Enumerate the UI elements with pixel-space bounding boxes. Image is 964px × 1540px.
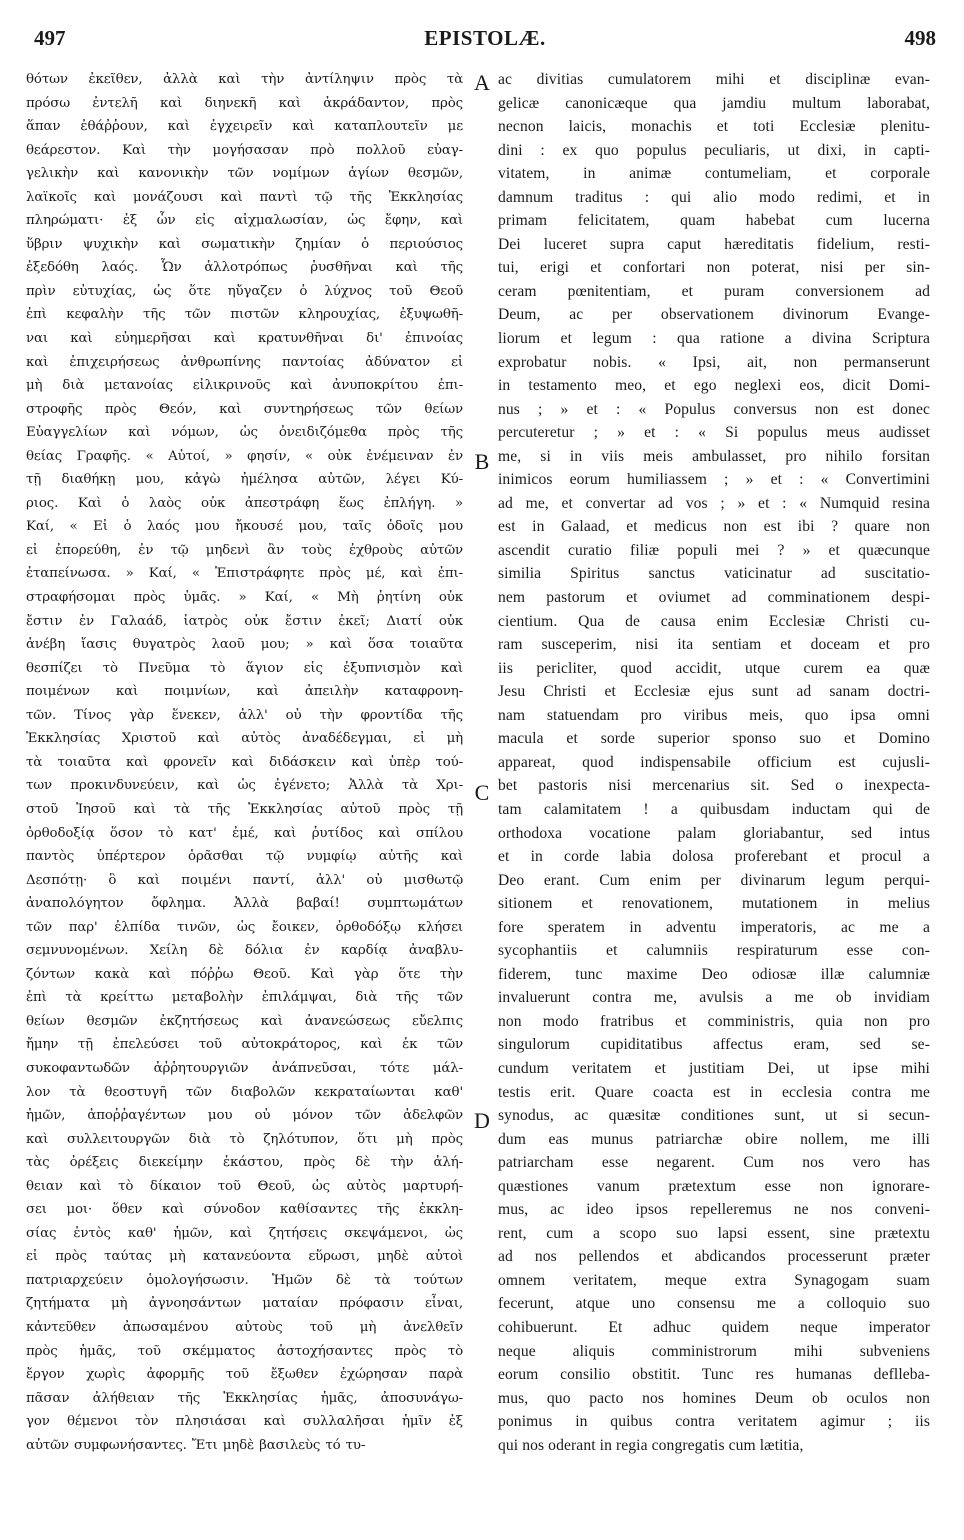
latin-text-line: me, si in viis meis ambulasset, pro nihilo forsitan <box>498 447 930 465</box>
latin-text-line: quæstiones vanum prætextum esse non ignorare- <box>498 1177 930 1195</box>
greek-text-line: πρόσω ἐντελῆ καὶ διηνεκῆ καὶ ἀκράδαντον, πρὸς <box>26 95 463 111</box>
latin-text-line: mus, ac ideo ipsos repelleremus ne nos conveni- <box>498 1201 930 1219</box>
greek-text-line: θεσπίζει τὸ Πνεῦμα τὸ ἅγιον εἰς ἐξυπνισμὸν καὶ <box>26 660 463 676</box>
greek-text-line: θεάρεστον. Καὶ τὴν μογήσασαν πρὸ πολλοῦ εὐαγ- <box>26 142 463 158</box>
latin-text-line: fore speratem in adventu imperatoris, ac me a <box>498 918 930 936</box>
latin-text-line: ad me, et convertar ad vos ; » et : « Numquid resina <box>498 494 930 512</box>
greek-text-line: σίας ἐντὸς καθ' ἡμῶν, καὶ ζητήσεις σκεψάμενοι, ὡς <box>26 1225 463 1241</box>
latin-text-line: Jesu Christi et Ecclesiæ ejus sunt ad sanam doctri- <box>498 683 930 701</box>
greek-text-line: ἔργον χωρὶς ἀφορμῆς τοῦ ἔξωθεν ἐχώρησαν παρὰ <box>26 1367 463 1383</box>
greek-text-line: ἐξεδόθη λαός. Ὧν ἀλλοτρόπως ῥυσθῆναι καὶ τῆς <box>26 260 463 276</box>
greek-text-line: πᾶσαν ἀλήθειαν τῆς Ἐκκλησίας ἡμᾶς, ἀποσυνάγω- <box>26 1390 463 1406</box>
greek-text-line: στοῦ Ἰησοῦ καὶ τὰ τῆς Ἐκκλησίας αὐτοῦ πρὸς τῇ <box>26 801 463 817</box>
greek-text-line: ριος. Καὶ ὁ λαὸς οὐκ ἀπεστράφη ἕως ἐπλήγη. » <box>26 495 463 511</box>
latin-text-line: testis erit. Quare coacta est in ecclesia contra me <box>498 1083 930 1101</box>
latin-text-line: damnum traditus : qui alio modo redimi, et in <box>498 188 930 206</box>
greek-text-line: Δεσπότῃ· ὃ καὶ ποιμένι παντί, ἀλλ' οὐ μισθωτῷ <box>26 872 463 888</box>
latin-text-line: ad nos pellendos et abdicandos processerunt præter <box>498 1248 930 1266</box>
latin-text-line: omnem veritatem, meque extra Synagogam suam <box>498 1271 930 1289</box>
latin-text-line: et in corde labia dolosa proferebant et procul a <box>498 848 930 866</box>
latin-text-line: ac divitias cumulatorem mihi et disciplinæ evan- <box>498 71 930 88</box>
latin-text-line: singulorum cupiditatibus affectus eram, sed se- <box>498 1036 930 1054</box>
greek-text-line: ἅπαν ἐθάῤῥουν, καὶ ἐγχειρεῖν καὶ καταπλουτεῖν με <box>26 119 463 135</box>
latin-text-line: nem pastorum et oviumet ad comminationem despi- <box>498 589 930 607</box>
greek-text-line: ὕβριν ψυχικὴν καὶ σωματικὴν ζημίαν ὁ περιούσιος <box>26 236 463 252</box>
page-number-right: 498 <box>904 26 936 50</box>
greek-text-line: ἐπὶ κεφαλὴν τῆς τῶν πιστῶν κληρουχίας, ἐξυψωθῆ- <box>26 307 463 323</box>
latin-text-line: patriarcham esse negarent. Cum nos vero has <box>498 1154 930 1172</box>
running-header <box>34 22 936 52</box>
greek-text-line: τῶν παρ' ἐλπίδα τινῶν, ὡς ἔοικεν, ὀρθοδόξῳ κλήσει <box>26 919 463 935</box>
greek-text-line: καὶ συλλειτουργῶν διὰ τὸ ζηλότυπον, ὅτι μὴ πρὸς <box>26 1131 463 1147</box>
latin-text-line: fecerunt, atque uno consensu me a colloquio suo <box>498 1295 930 1313</box>
latin-text-line: neque aliquis comministrorum mihi subveniens <box>498 1342 930 1360</box>
greek-text-line: σει μοι· ὅθεν καὶ σύνοδον καθίσαντες τῆς ἐκκλη- <box>26 1202 463 1218</box>
latin-text-line: inimicos eorum humiliassem ; » et : « Convertimini <box>498 471 930 489</box>
margin-marker-a: A <box>474 70 490 95</box>
latin-text-line: nam statuendam pro viribus meis, quo ipsa omni <box>498 706 930 724</box>
greek-text-line: ποιμένων καὶ ποιμνίων, καὶ ἀπειλὴν καταφρονη- <box>26 684 463 700</box>
latin-text-line: tam calamitatem ! a quibusdam inductam qui de <box>498 800 930 818</box>
greek-text-line: στροφῆς πρὸς Θεόν, καὶ συντηρήσεως τῶν θείων <box>26 401 463 417</box>
latin-text-line: tui, erigi et confortari non poterat, nisi per sin- <box>498 259 930 277</box>
greek-text-line: ἀνέβη ἴασις θυγατρὸς λαοῦ μου; » καὶ ὅσα τοιαῦτα <box>26 637 463 653</box>
greek-text-line: τῇ διαθήκῃ μου, κἀγὼ ἠμέλησα αὐτῶν, λέγει Κύ- <box>26 472 463 488</box>
latin-text-line: mus, quo pacto nos homines Deum ob oculos non <box>498 1389 930 1407</box>
latin-text-line: rent, cum a scopo suo lapsi essent, sine prætextu <box>498 1224 930 1242</box>
latin-text-line: cohibuerunt. Et adhuc quidem neque imperator <box>498 1318 930 1336</box>
latin-text-line: ceram pœnitentiam, et puram conversionem ad <box>498 282 930 300</box>
greek-text-line: θείας Γραφῆς. « Αὐτοί, » φησίν, « οὐκ ἐνέμειναν ἐν <box>26 448 463 464</box>
latin-text-line: necnon laicis, monachis et toti Ecclesiæ plenitu- <box>498 118 930 136</box>
greek-text-line: συκοφαντωδῶν ἀῤῥητουργιῶν ἀνάπνεῦσαι, τότε μάλ- <box>26 1060 463 1076</box>
greek-text-line: εἰ ἐπορεύθη, ἐν τῷ μηδενὶ ἂν τοὺς ἐχθροὺς αὐτῶν <box>26 542 463 558</box>
greek-text-line: κἀντεῦθεν ἀπωσαμένου αὐτοὺς τοῦ μὴ ἀνελθεῖν <box>26 1319 463 1335</box>
greek-text-line: τὰς ὀρέξεις διεκείμην ἑκάστου, πρὸς δὲ τὴν ἀλή- <box>26 1155 463 1171</box>
greek-text-line: λαϊκοῖς καὶ μονάζουσι καὶ παντὶ τῷ τῆς Ἐκκλησίας <box>26 189 463 205</box>
latin-text-line: Dei luceret supra caput hæreditatis fidelium, resti- <box>498 235 930 253</box>
latin-text-line: ascendit curatio filiæ populi mei ? » et quæcunque <box>498 541 930 559</box>
latin-text-line: cundum veritatem et justitiam Dei, ut ipse mihi <box>498 1059 930 1077</box>
latin-text-line: synodus, ac quæsitæ conditiones sunt, ut si secun- <box>498 1107 930 1125</box>
greek-text-line: ἤμην τῇ ἐπελεύσει τοῦ αὐτοκράτορος, καὶ ἐκ τῶν <box>26 1037 463 1053</box>
greek-text-line: ἔστιν ἐν Γαλαάδ, ἰατρὸς οὐκ ἔστιν ἐκεῖ; Διατί οὐκ <box>26 613 463 629</box>
latin-text-line: percuteretur ; » et : « Si populus meus audisset <box>498 424 930 442</box>
greek-text-line: θειαν καὶ τὸ δίκαιον τοῦ Θεοῦ, ὡς αὐτὸς μαρτυρή- <box>26 1178 463 1194</box>
latin-text-line: vitatem, in animæ contumeliam, et corporale <box>498 165 930 183</box>
latin-text-line: sycophantiis et calumniis respiraturum esse con- <box>498 942 930 960</box>
greek-text-line: στραφήσομαι πρὸς ὑμᾶς. » Καί, « Μὴ ῥητίνη οὐκ <box>26 590 463 606</box>
latin-text-line: sitionem et renovationem, mutationem in melius <box>498 895 930 913</box>
greek-text-line: μὴ διὰ μετανοίας εἰλικρινοῦς καὶ ἀνυποκρίτου ἐπι- <box>26 378 463 394</box>
latin-text-line: primam felicitatem, quam habebat cum lucerna <box>498 212 930 230</box>
greek-text-line: παντὸς ὑπέρτερον ὁρᾶσθαι τῷ νυμφίῳ αὐτῆς καὶ <box>26 849 463 865</box>
greek-text-line: θείων θεσμῶν ἐκζητήσεως καὶ ἀνανεώσεως εὔελπις <box>26 1013 463 1029</box>
greek-text-line: λον τὰ θεοστυγῆ τῶν διαβολῶν κεκραταίωνται καθ' <box>26 1084 463 1100</box>
latin-text-column <box>498 68 930 1524</box>
page-number-left: 497 <box>34 26 66 50</box>
greek-text-line: καὶ ἐπιχειρήσεως ἀνθρωπίνης παντοίας ἀδύνατον εἰ <box>26 354 463 370</box>
greek-text-line: αὐτῶν συμφωνήσαντες. Ἔτι μηδὲ βασιλεὺς τό τυ- <box>26 1437 366 1453</box>
latin-text-line: ponimus in quibus contra veritatem agimur ; iis <box>498 1413 930 1431</box>
greek-text-line: Ἐκκλησίας Χριστοῦ καὶ αὐτὸς ἀναδέδεγμαι, εἰ μὴ <box>26 731 463 747</box>
latin-text-line: qui nos oderant in regia congregatis cum lætitia, <box>498 1436 804 1454</box>
latin-text-line: liorum et legum : qua ratione a divina Scriptura <box>498 330 930 348</box>
running-title: EPISTOLÆ. <box>424 26 546 50</box>
latin-text-line: est in Galaad, et medicus non est ibi ? quare non <box>498 518 930 536</box>
latin-text-line: orthodoxa vocatione palam gloriabantur, sed intus <box>498 824 930 842</box>
greek-text-line: σεμνυνομένων. Χείλη δὲ δόλια ἐν καρδίᾳ ἀναβλυ- <box>26 943 463 959</box>
latin-text-line: eorum consilio obstitit. Tunc res humanas deflleba- <box>498 1366 930 1384</box>
greek-text-line: ἐταπείνωσα. » Καί, « Ἐπιστράφητε πρὸς μέ, καὶ ἐπι- <box>26 566 463 582</box>
greek-text-line: Εὐαγγελίων καὶ νόμων, ὡς ὀνειδιζόμεθα πρὸς τῆς <box>26 425 463 441</box>
greek-text-line: Καί, « Εἰ ὁ λαός μου ἤκουσέ μου, ταῖς ὁδοῖς μου <box>26 519 463 535</box>
latin-text-line: dum eas munus patriarchæ obire nollem, me illi <box>498 1130 930 1148</box>
greek-text-line: γον θέμενοι τὸν πλησιάσαι καὶ συλλαλῆσαι ἡμῖν ἐξ <box>26 1414 463 1430</box>
latin-text-line: invaluerunt contra me, avulsis a me ob invidiam <box>498 989 930 1007</box>
greek-text-line: ζητήματα μὴ ἀγνοησάντων ματαίαν πρόφασιν εἶναι, <box>26 1296 463 1312</box>
greek-text-line: των προκινδυνεύειν, καὶ ὡς ἐγένετο; Ἀλλὰ τὰ Χρι- <box>26 778 463 794</box>
greek-text-line: ζόντων κακὰ καὶ πόῤῥω Θεοῦ. Καὶ γὰρ ὅτε τὴν <box>26 966 463 982</box>
margin-marker-c: C <box>474 780 490 805</box>
greek-text-line: τὰ τοιαῦτα καὶ φρονεῖν καὶ διδάσκειν καὶ ὑπὲρ τού- <box>26 754 463 770</box>
latin-text-line: iis pericliter, quod accidit, utque curem ea quæ <box>498 659 930 677</box>
latin-text-line: gelicæ canonicæque qua jamdiu multum laborabat, <box>498 94 930 112</box>
latin-text-line: appareat, quod indispensabile officium est cujusli- <box>498 753 930 771</box>
latin-text-line: macula et sorde superior sponso suo et Domino <box>498 730 930 748</box>
greek-text-line: ἡμῶν, ἀποῤῥαγέντων μου οὐ μόνον τῶν ἀδελφῶν <box>26 1108 463 1124</box>
latin-text-line: Deum, ac per observationem divinorum Evange- <box>498 306 930 324</box>
latin-text-line: nus ; » et : « Populus conversus non est donec <box>498 400 930 418</box>
margin-marker-b: B <box>474 449 490 474</box>
latin-text-line: dini : ex quo populus peculiaris, ut dixi, in capti- <box>498 141 930 159</box>
greek-text-line: ὀρθοδοξίᾳ ὅσον τὸ κατ' ἐμέ, καὶ ῥυτίδος καὶ σπίλου <box>26 825 463 841</box>
latin-text-line: similia Spiritus sanctus vaticinatur ad suscitatio- <box>498 565 930 583</box>
greek-text-line: γελικὴν καὶ κανονικὴν τῶν νομίμων ἁγίων θεσμῶν, <box>26 166 463 182</box>
greek-text-line: εἰ πρὸς ταύτας μὴ κατανεύοντα εὕρωσι, μηδὲ αὐτοὶ <box>26 1249 463 1265</box>
latin-text-line: fiderem, tunc maxime Deo odiosæ illæ calumniæ <box>498 965 930 983</box>
latin-text-line: exprobatur nobis. « Ipsi, ait, non permanserunt <box>498 353 930 371</box>
greek-text-line: τῶν. Τίνος γὰρ ἕνεκεν, ἀλλ' οὐ τὴν φροντίδα τῆς <box>26 707 463 723</box>
greek-text-line: ἀναπολόγητον ὄφλημα. Ἀλλὰ βαβαί! συμπτωμάτων <box>26 896 463 912</box>
latin-text-line: in testamento meo, et ego neglexi eos, dicit Domi- <box>498 377 930 395</box>
greek-text-line: πρὶν εὐτυχίας, ὡς ὅτε ηὔγαζεν ὁ λύχνος τοῦ Θεοῦ <box>26 283 463 299</box>
greek-text-line: ναι καὶ εὐημερῆσαι καὶ κρατυνθῆναι δι' ἐπινοίας <box>26 331 463 347</box>
greek-text-line: πατριαρχεύειν ὁμολογήσωσιν. Ἡμῶν δὲ τὰ τούτων <box>26 1272 463 1288</box>
margin-marker-d: D <box>474 1108 490 1133</box>
latin-text-line: ram susceperim, nisi ita sentiam et doceam et pro <box>498 636 930 654</box>
greek-text-line: πληρώματι· ἐξ ὧν εἰς αἰχμαλωσίαν, ὡς ἔφην, καὶ <box>26 213 463 229</box>
latin-text-line: bet pastoris nisi mercenarius sit. Sed o inexpecta- <box>498 777 930 795</box>
greek-text-line: θότων ἐκεῖθεν, ἀλλὰ καὶ τὴν ἀντίληψιν πρὸς τὰ <box>26 72 463 87</box>
greek-text-line: πρὸς ἡμᾶς, τοῦ σκέμματος ἀστοχήσαντες πρὸς τὸ <box>26 1343 463 1359</box>
greek-text-line: ἐπὶ τὰ κρείττω μεταβολὴν ἐπιλάμψαι, διὰ τῆς τῶν <box>26 990 463 1006</box>
latin-text-line: cientium. Qua de causa enim Ecclesiæ Christi cu- <box>498 612 930 630</box>
greek-text-column <box>26 68 463 1524</box>
latin-text-line: Deo erant. Cum enim per divinarum legum perqui- <box>498 871 930 889</box>
latin-text-line: non modo fratribus et comministris, quia non pro <box>498 1012 930 1030</box>
